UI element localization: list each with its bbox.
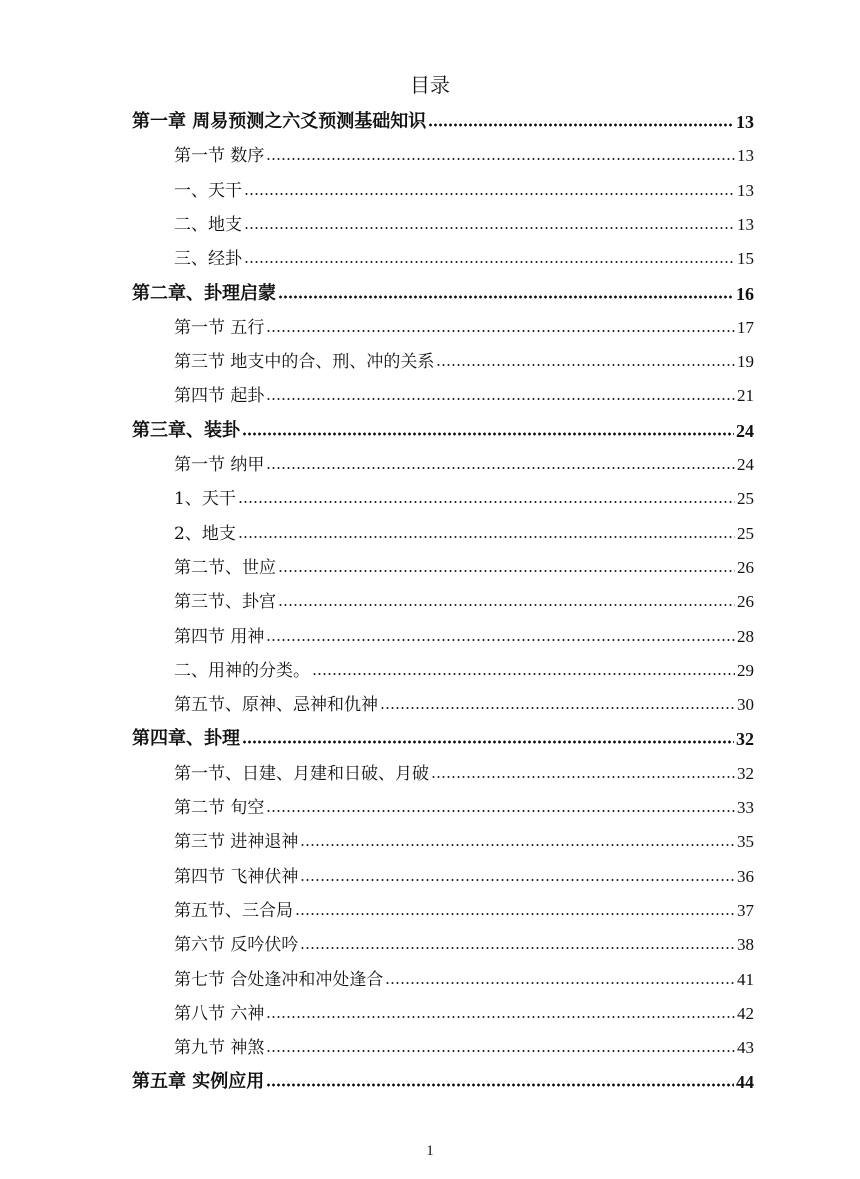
toc-entry-page: 25 [737, 489, 754, 509]
toc-entry-title: 2、地支 [174, 523, 236, 544]
toc-dot-leader [266, 156, 735, 162]
toc-section-entry[interactable] [174, 515, 754, 545]
toc-section-entry[interactable] [174, 892, 754, 922]
toc-entry-page: 43 [737, 1038, 754, 1058]
toc-dot-leader [266, 1014, 735, 1020]
toc-dot-leader [295, 911, 735, 917]
toc-section-entry[interactable] [174, 789, 754, 819]
toc-entry-page: 35 [737, 832, 754, 852]
toc-entry-page: 21 [737, 386, 754, 406]
toc-entry-title: 第一节、日建、月建和日破、月破 [174, 763, 429, 784]
toc-section-entry[interactable] [174, 686, 754, 716]
toc-dot-leader [266, 808, 735, 814]
toc-dot-leader [242, 739, 734, 745]
toc-section-entry[interactable] [174, 377, 754, 407]
toc-dot-leader [266, 1048, 735, 1054]
toc-entry-title: 第三节、卦宫 [174, 592, 276, 613]
toc-entry-page: 28 [737, 626, 754, 646]
toc-dot-leader [242, 431, 734, 437]
toc-entry-title: 第二章、卦理启蒙 [132, 282, 276, 304]
toc-entry-page: 13 [737, 214, 754, 234]
toc-dot-leader [238, 499, 735, 505]
toc-section-entry[interactable] [174, 206, 754, 236]
toc-entry-page: 36 [737, 866, 754, 886]
toc-entry-title: 第八节 六神 [174, 1003, 265, 1024]
toc-entry-title: 第三章、装卦 [132, 419, 240, 441]
toc-entry-title: 第四章、卦理 [132, 728, 240, 750]
toc-dot-leader [278, 294, 734, 300]
toc-entry-page: 38 [737, 935, 754, 955]
toc-dot-leader [266, 465, 735, 471]
toc-entry-page: 30 [737, 695, 754, 715]
toc-entry-page: 33 [737, 798, 754, 817]
toc-section-entry[interactable] [174, 480, 754, 510]
toc-entry-page: 44 [736, 1072, 754, 1093]
toc-dot-leader [238, 534, 735, 540]
toc-entry-title: 1、天干 [174, 489, 236, 510]
toc-dot-leader [266, 1082, 734, 1088]
toc-entry-title: 第二节、世应 [174, 557, 276, 578]
toc-entry-title: 第九节 神煞 [174, 1038, 265, 1059]
toc-entry-title: 三、经卦 [174, 249, 242, 270]
toc-entry-title: 一、天干 [174, 180, 242, 201]
toc-entry-title: 第五节、原神、忌神和仇神 [174, 695, 378, 716]
toc-entry-title: 第一节 纳甲 [174, 455, 265, 475]
toc-entry-title: 第五章 实例应用 [132, 1071, 265, 1093]
toc-entry-page: 24 [737, 455, 754, 474]
toc-dot-leader [431, 774, 735, 780]
toc-dot-leader [244, 191, 735, 197]
toc-entry-title: 第一节 五行 [174, 317, 265, 338]
toc-entry-title: 第四节 用神 [174, 626, 265, 647]
toc-entry-page: 42 [737, 1003, 754, 1023]
toc-entry-page: 26 [737, 557, 754, 577]
toc-entry-page: 26 [737, 592, 754, 612]
toc-section-entry[interactable] [174, 240, 754, 270]
toc-entry-title: 第一节 数序 [174, 146, 265, 167]
toc-dot-leader [266, 637, 735, 643]
toc-entry-page: 17 [737, 317, 754, 337]
toc-dot-leader [266, 396, 735, 402]
toc-dot-leader [436, 362, 735, 368]
toc-section-entry[interactable] [174, 137, 754, 167]
toc-section-entry[interactable] [174, 823, 754, 853]
toc-chapter-entry[interactable] [132, 1063, 754, 1093]
toc-entry-page: 32 [736, 729, 754, 750]
toc-entry-title: 第四节 飞神伏神 [174, 866, 299, 887]
toc-dot-leader [300, 877, 735, 883]
toc-dot-leader [244, 259, 735, 265]
toc-dot-leader [266, 328, 735, 334]
toc-chapter-entry[interactable] [132, 720, 754, 750]
toc-chapter-entry[interactable] [132, 103, 754, 133]
toc-entry-title: 第三节 地支中的合、刑、冲的关系 [174, 352, 435, 373]
toc-section-entry[interactable] [174, 172, 754, 202]
toc-chapter-entry[interactable] [132, 275, 754, 305]
toc-entry-page: 16 [736, 283, 754, 304]
toc-dot-leader [385, 980, 735, 986]
toc-section-entry[interactable] [174, 652, 754, 682]
toc-entry-page: 13 [736, 112, 754, 132]
toc-entry-title: 二、用神的分类。 [174, 660, 310, 681]
toc-section-entry[interactable] [174, 618, 754, 648]
toc-entry-page: 37 [737, 900, 754, 920]
toc-section-entry[interactable] [174, 446, 754, 476]
toc-entry-page: 32 [737, 763, 754, 783]
page-number: 1 [426, 1143, 434, 1159]
toc-entry-title: 第五节、三合局 [174, 900, 293, 921]
toc-entry-title: 第七节 合处逢冲和冲处逢合 [174, 969, 384, 990]
toc-section-entry[interactable] [174, 343, 754, 373]
toc-entry-title: 第四节 起卦 [174, 386, 265, 407]
toc-entry-title: 第三节 进神退神 [174, 832, 299, 853]
toc-entry-page: 25 [737, 523, 754, 543]
toc-entry-title: 二、地支 [174, 214, 242, 235]
toc-entry-page: 41 [737, 969, 754, 989]
toc-section-entry[interactable] [174, 1029, 754, 1059]
toc-title: 目录 [410, 73, 450, 97]
toc-section-entry[interactable] [174, 858, 754, 888]
toc-entry-title: 第六节 反吟伏吟 [174, 935, 299, 956]
toc-dot-leader [428, 122, 734, 128]
toc-entry-page: 19 [737, 352, 754, 372]
toc-dot-leader [244, 225, 735, 231]
toc-dot-leader [278, 602, 735, 608]
toc-chapter-entry[interactable] [132, 412, 754, 442]
toc-dot-leader [300, 945, 735, 951]
toc-dot-leader [300, 842, 735, 848]
toc-section-entry[interactable] [174, 755, 754, 785]
toc-entry-page: 13 [737, 180, 754, 200]
toc-section-entry[interactable] [174, 926, 754, 956]
toc-dot-leader [278, 568, 735, 574]
toc-entry-page: 29 [737, 660, 754, 680]
toc-section-entry[interactable] [174, 583, 754, 613]
toc-section-entry[interactable] [174, 549, 754, 579]
toc-section-entry[interactable] [174, 961, 754, 991]
toc-entry-page: 15 [737, 249, 754, 269]
toc-entry-page: 13 [737, 146, 754, 166]
toc-dot-leader [380, 705, 735, 711]
toc-entry-title: 第一章 周易预测之六爻预测基础知识 [132, 111, 427, 132]
toc-dot-leader [312, 671, 735, 677]
toc-section-entry[interactable] [174, 309, 754, 339]
toc-section-entry[interactable] [174, 995, 754, 1025]
toc-entry-page: 24 [736, 420, 754, 441]
toc-entry-title: 第二节 旬空 [174, 798, 265, 818]
